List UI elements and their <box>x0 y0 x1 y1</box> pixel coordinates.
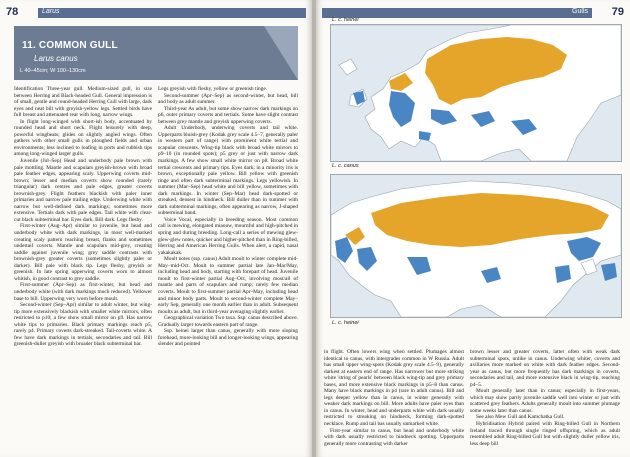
paragraph: First-year similar to canus, but head and underbody white with dark usually restricted to hindneck spotting. Upperparts generally more contrasting with darker <box>324 427 464 447</box>
range-map-eurasia <box>330 174 622 318</box>
page-number: 78 <box>6 6 19 18</box>
europe-map-svg <box>331 25 621 161</box>
paragraph: Hybridisation Hybrid paired with Ring-billed Gull in Northern Ireland traced through single ringed offspring, which as adult resembled adult Ring-billed Gull but with slightly duller yellow iris, less deep bill <box>470 421 620 447</box>
paragraph: Geographical variation Two taxa. Ssp. canus described above. Gradually larger towards eastern part of range. <box>158 315 298 328</box>
running-head: Larus <box>42 8 60 15</box>
right-running-header <box>322 6 624 20</box>
species-latin-name: Larus canus <box>34 54 78 63</box>
species-title: 11. COMMON GULL <box>22 40 118 51</box>
text-column-left <box>14 86 152 452</box>
title-box-fold <box>264 26 298 80</box>
paragraph: Adult Underbody, underwing coverts and tail white. Upperparts bluish-grey (Kodak grey scale 4.5–7, generally paler in western part of range) with prominent white tertial and scapular crescents. Wing-tip black with broad white mirrors to p9–10 (in rounded spots); p5 grey or just with narrow dark markings. A few show small white mirror on p8. Broad white tertial crescents and primary tips. Eyes dark; in a minority iris is brown, exceptionally pale yellow. Bill yellow with greenish tinge and often dark subterminal markings. Legs yellowish. In summer (Mar–Sep) head white and bill yellow, sometimes with dark markings. In winter (Sep–Mar) head dark-spotted or streaked, densest in hindneck. Bill duller than in summer with dark subterminal markings, often appearing as narrow, J-shaped subterminal band. <box>158 125 298 217</box>
winter-range <box>601 263 617 281</box>
left-running-header <box>6 6 306 20</box>
page-number: 79 <box>611 6 624 18</box>
land-mass <box>339 59 357 75</box>
paragraph: In flight long-winged with short-ish body, accentuated by rounded head and short neck. Flight leisurely with deep, powerful wingbeats; glides on slightly angled wings. Often gathers with other small gulls in ploughed fields and urban environments; less inclined to loafing in ports and rubbish tips among long-winged larger gulls. <box>14 118 152 158</box>
right-page <box>316 0 630 457</box>
header-bar <box>38 8 306 18</box>
left-page <box>0 0 312 457</box>
map-caption: L. c. canus <box>332 163 359 169</box>
paragraph: Second-winter (Sep–Apr) similar to adult winter, but wing-tip more extensively blackish with smaller white mirrors, often restricted to p10; a few show small mirror on p9. Has narrow white tips to primaries. Black primary markings reach p5, rarely p4. Primary coverts dark-streaked. Tail-coverts white. A few have dark markings in tertials, secondaries and tail. Bill greenish-duller greyish with broader black subterminal bar. <box>14 302 152 348</box>
running-head: Gulls <box>572 8 588 15</box>
text-column-right <box>158 86 298 452</box>
header-bar <box>322 8 592 18</box>
text-column-right <box>470 349 620 455</box>
range-map-europe <box>330 24 622 162</box>
paragraph: in flight. Often lowers wing when settled. Plumages almost identical to canus, with intergrades common in W Russia. Adult has small upper wing-spots (Kodak grey scale 4.5–9), generally darkest at eastern end of range. Has narrower but more striking white 'string of pearls' between black wing-tip and grey primary bases, and more extensive black markings in p5–8 than canus. Many have black markings in p4 (rare in adult canus). Bill and legs deeper yellow than in canus, in winter generally with weaker dark markings on bill. More adults have paler eyes than in canus. In winter, head and underparts white with dark usually restricted to streaking on hindneck, forming dark-spotted necklace. Rump and tail bas usually unmarked white. <box>324 349 464 428</box>
paragraph: Ssp. heinei larger than canus, generally with more sloping forehead, more-looking bill and longer-looking wings, appearing slender and pointed <box>158 328 298 348</box>
paragraph: Identification Three-year gull. Medium-sized gull, in size between Herring and Black-headed Gull. General impression is of small, gentle and round-headed Herring Gull with large, dark eyes and neat bill with greyish-yellow legs. Settled birds have full breast and attenuated rear with long, narrow wings. <box>14 86 152 119</box>
species-size: L 40–45cm; W 100–130cm <box>20 68 86 74</box>
paragraph: Third-year As adult, but some show narrow dark markings on p6, outer primary coverts and tertials. Some have slight contrast between grey mantle and greyish upperwing coverts. <box>158 105 298 125</box>
paragraph: brown lesser and greater coverts, latter often with weak dark subterminal spots, unlike in canus. Underwing whiter, coverts and axillaries more marked on white with dark feather edges. Second-year as canus, but more frequently has dark markings in coverts, secondaries and tail, and more extensive black in wing-tip, reaching p4–5. <box>470 349 620 388</box>
map-caption: L. c. heinei <box>332 17 359 23</box>
paragraph: Legs greyish with fleshy, yellow or greenish tinge. <box>158 86 268 92</box>
paragraph: Second-summer (Apr–Sep) as second-winter, but head, bill and body as adult summer. <box>158 92 298 106</box>
paragraph: See also Mew Gull and Kamchatka Gull. <box>476 414 565 421</box>
paragraph: Moult notes (ssp. canus) Adult moult to winter complete mid-May–mid-Oct. Moult to summer partial late Jan–Mar/May, including head and body, starting with forepart of head. Juvenile moult to first-winter partial Aug–Oct, involving most/all of mantle and parts of scapulars and rump; rarely few median coverts. Moult to first-summer partial Apr–May, including head and minor body parts. Moult to second-winter complete May–early Sep, generally one month earlier than in adult. Subsequent moults as adult, but in third-year averaging slightly earlier. <box>158 256 298 315</box>
paragraph: First-winter (Aug–Apr) similar to juvenile, but head and underbody white with dark markings, in most well-marked creating scaly pattern reaching breast, flanks and sometimes undertail coverts. Mantle and scapulars mid-grey, creating saddle against juvenile wing; grey saddle contrasts with brownish-grey greater coverts (sometimes slightly paler or darker). Bill pale with black tip. Legs fleshy, greyish or greenish. In late spring upperwing coverts worn to almost whitish, in good contrast to grey saddle. <box>14 223 152 282</box>
paragraph: Juvenile (Jul–Sep) Head and underbody pale brown with pale mottling. Mantle and scapulars greyish-brown with broad pale feather edges, appearing scaly. Upperwing coverts mid-brown; lesser and median coverts show rounded (rarely triangular) dark centres and pale edges, greater coverts brownish-grey. Flight feathers blackish with paler inner primaries and narrow pale trailing edge. Underwing white with narrow but well-defined dark markings; sometimes more extensive. Tertials dark with pale edges. Tail white with clear-cut black subterminal bar. Eyes dark. Bill dark. Legs fleshy. <box>14 158 152 223</box>
eurasia-map-svg <box>331 175 621 317</box>
paragraph: Voice Vocal, especially in breeding season. Most common call is mewing, elongated miaouw, mournful and high-pitched in spring and during breeding. Long-call a series of mewing glew-glew-glew notes, quicker and higher-pitched than in Ring-billed, Herring and American Herring Gulls. When alert, a rapid, nasal yakakakak. <box>158 216 298 256</box>
paragraph: First-summer (Apr–Sep) as first-winter, but head and underbody white (with dark markings much reduced). Yellower base to bill. Upperwing very worn before moult. <box>14 282 152 302</box>
paragraph: Moult generally later than in canus; especially in first-years, which may show partly juvenile saddle well into winter or just with scattered grey feathers. Adults generally moult into summer plumage some weeks later than canus. <box>470 388 620 414</box>
text-column-left <box>324 349 464 455</box>
map-caption: L. c. heinei <box>332 320 359 326</box>
